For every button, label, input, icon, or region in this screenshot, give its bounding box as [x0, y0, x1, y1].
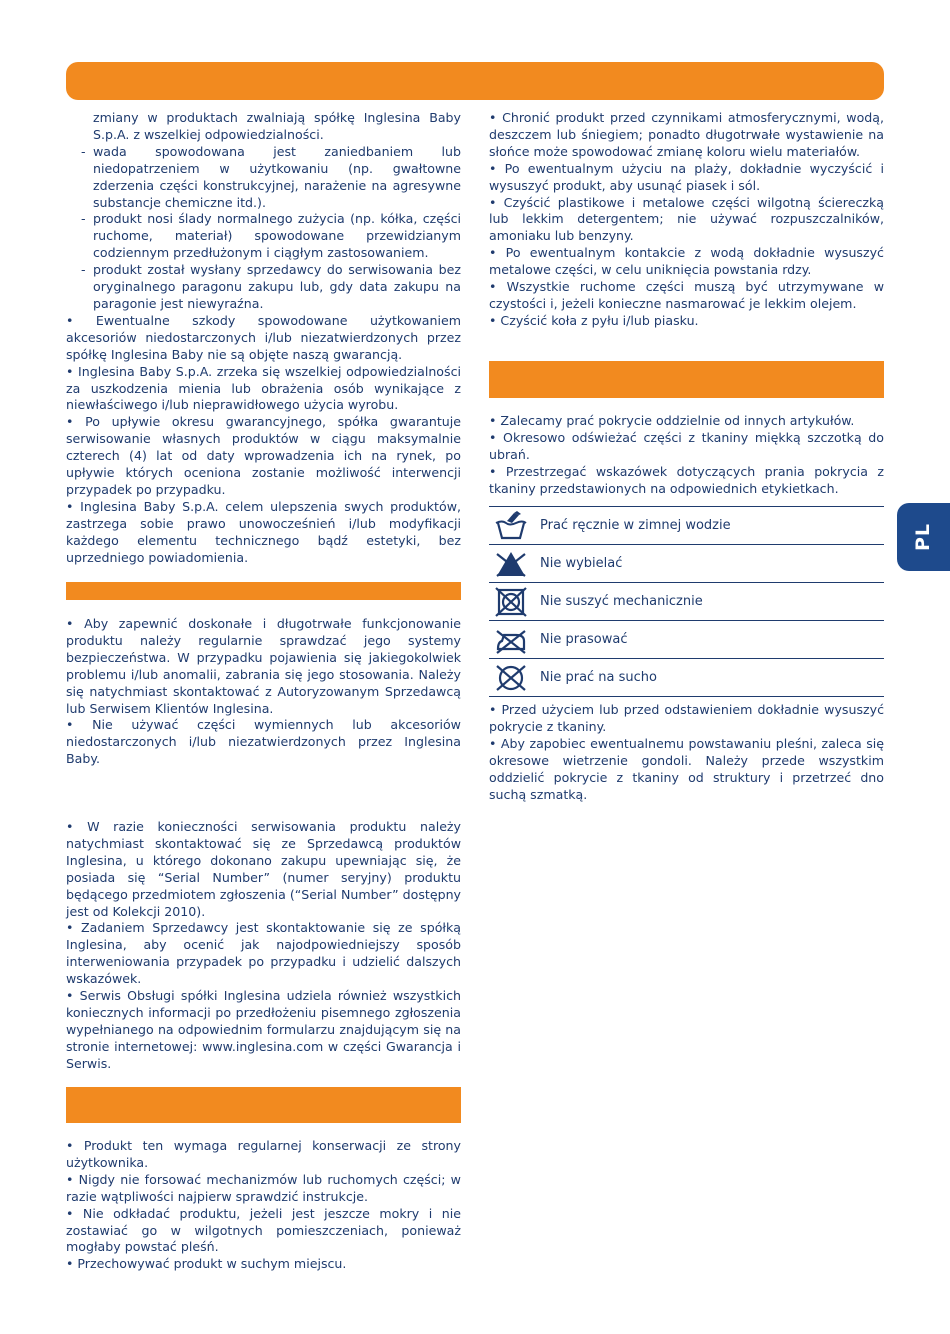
care-label: Nie wybielać — [540, 556, 623, 571]
list-item: • Wszystkie ruchome części muszą być utrzymywane w czystości i, jeżeli konieczne nasmarować je lekkim olejem. — [489, 279, 884, 311]
list-item: • Zalecamy prać pokrycie oddzielnie od innych artykułów. — [489, 413, 855, 428]
care-row — [489, 621, 884, 659]
care-symbols-table — [489, 506, 884, 697]
care-row — [489, 583, 884, 621]
list-item: • Okresowo odświeżać części z tkaniny miękką szczotką do ubrań. — [489, 429, 884, 462]
list-item: • Po ewentualnym kontakcie z wodą dokładnie wysuszyć metalowe części, w celu uniknięcia powstania rdzy. — [489, 245, 884, 278]
list-item: - produkt został wysłany sprzedawcy do serwisowania bez oryginalnego paragonu zakupu lub, gdy data zakupu na paragonie jest niewyraźna. — [81, 262, 461, 311]
list-item: • Aby zapewnić doskonałe i długotrwałe funkcjonowanie produktu należy regularnie sprawdzać jego systemy bezpieczeństwa. W przypadku pojawienia się jakiegokolwiek problemu i/lub anomalii, zabrania się jego stosowania. Należy się natychmiast skontaktować z Autoryzowanym Sprzedawcą lub Serwisem Klientów Inglesina. — [66, 616, 461, 716]
list-item: • Po ewentualnym użyciu na plaży, dokładnie wyczyścić i wysuszyć produkt, aby usunąć piasek i sól. — [489, 160, 884, 193]
list-item: • Czyścić plastikowe i metalowe części wilgotną ściereczką lub lekkim detergentem; nie używać rozpuszczalników, amoniaku lub benzyny. — [489, 194, 884, 244]
service-section — [66, 819, 461, 1073]
no-iron-icon — [489, 624, 533, 656]
safety-section — [66, 616, 461, 768]
list-item: • Po upływie okresu gwarancyjnego, spółka gwarantuje serwisowanie własnych produktów w ciągu maksymalnie czterech (4) lat od daty wprowadzenia ich na rynek, po upływie których oceniona zostanie możliwość interwencji przypadek po przypadku. — [66, 414, 461, 497]
care-row — [489, 545, 884, 583]
warranty-first-line: zmiany w produktach zwalniają spółkę Inglesina Baby S.p.A. z wszelkiej odpowiedzialności. — [93, 110, 461, 142]
list-item: - produkt nosi ślady normalnego zużycia (np. kółka, części ruchome, materiał) spowodowane przewidzianym codziennym przedłużonym i ciągłym zastosowaniem. — [81, 211, 461, 261]
no-bleach-icon — [489, 548, 533, 580]
no-dry-clean-icon — [489, 662, 533, 694]
language-label: PL — [912, 522, 935, 552]
washing-heading-band — [489, 361, 884, 398]
care-label: Prać ręcznie w zimnej wodzie — [540, 518, 731, 533]
care-label: Nie prać na sucho — [540, 670, 657, 685]
maintenance-section — [66, 1138, 461, 1273]
after-care-section — [489, 702, 884, 803]
safety-heading-band — [66, 582, 461, 600]
list-item: • Nigdy nie forsować mechanizmów lub ruchomych części; w razie wątpliwości najpierw sprawdzić instrukcje. — [66, 1171, 461, 1204]
list-item: • Przechowywać produkt w suchym miejscu. — [66, 1256, 347, 1272]
hand-wash-icon — [489, 510, 533, 542]
list-item: • Przestrzegać wskazówek dotyczących prania pokrycia z tkaniny przedstawionych na odpowiednich etykietkach. — [489, 463, 884, 496]
list-item: • Aby zapobiec ewentualnemu powstawaniu pleśni, zaleca się okresowe wietrzenie gondoli. Należy przede wszystkim oddzielić pokrycie z tkaniny od struktury i przetrzeć dno suchą szmatką. — [489, 735, 884, 802]
list-item: • Serwis Obsługi spółki Inglesina udziela również wszystkich koniecznych informacji po przedłożeniu pisemnego zgłoszenia wypełnianego na odpowiednim formularzu znajdującym się na stronie internetowej: www.inglesina.com w części Gwarancja i Serwis. — [66, 988, 461, 1071]
no-tumble-dry-icon — [489, 586, 533, 618]
warranty-continuation — [66, 110, 461, 566]
maintenance-heading-band — [66, 1087, 461, 1123]
care-row — [489, 506, 884, 545]
header-bar — [66, 62, 884, 100]
list-item: • Inglesina Baby S.p.A. zrzeka się wszelkiej odpowiedzialności za uszkodzenia mienia lub obrażenia osób wynikające z niewłaściwego i/lub nieprawidłowego użycia wyrobu. — [66, 363, 461, 413]
list-item: • Czyścić koła z pyłu i/lub piasku. — [489, 312, 699, 328]
care-label: Nie suszyć mechanicznie — [540, 594, 703, 609]
list-item: - wada spowodowana jest zaniedbaniem lub niedopatrzeniem w użytkowaniu (np. gwałtowne zderzenia części konstrukcyjnej, narażenie na agresywne substancje chemiczne itd.). — [81, 143, 461, 210]
washing-section — [489, 413, 884, 498]
list-item: • Nie odkładać produktu, jeżeli jest jeszcze mokry i nie zostawiać go w wilgotnych pomieszczeniach, ponieważ mogłaby powstać pleśń. — [66, 1205, 461, 1255]
list-item: • Przed użyciem lub przed odstawieniem dokładnie wysuszyć pokrycie z tkaniny. — [489, 702, 884, 734]
list-item: • Zadaniem Sprzedawcy jest skontaktowanie się ze spółką Inglesina, aby ocenić jak najodpowiedniejszy sposób interweniowania przypadek po przypadku i udzielić dalszych wskazówek. — [66, 920, 461, 987]
list-item: • W razie konieczności serwisowania produktu należy natychmiast skontaktować się ze Sprzedawcą produktów Inglesina, u którego dokonano zakupu upewniając się, że posiada się “Serial Number” (numer seryjny) produktu będącego przedmiotem zgłoszenia (“Serial Number” dostępny jest od Kolekcji 2010). — [66, 819, 461, 919]
care-label: Nie prasować — [540, 632, 628, 647]
language-tab — [897, 503, 950, 571]
list-item: • Nie używać części wymiennych lub akcesoriów niedostarczonych i/lub niezatwierdzonych przez Inglesina Baby. — [66, 717, 461, 767]
list-item: • Chronić produkt przed czynnikami atmosferycznymi, wodą, deszczem lub śniegiem; ponadto długotrwałe wystawienie na słońce może spowodować zmianę koloru wielu materiałów. — [489, 110, 884, 159]
care-row — [489, 659, 884, 697]
maintenance-continuation — [489, 110, 884, 330]
list-item: • Produkt ten wymaga regularnej konserwacji ze strony użytkownika. — [66, 1138, 461, 1170]
list-item: • Ewentualne szkody spowodowane użytkowaniem akcesoriów niedostarczonych i/lub niezatwierdzonych przez spółkę Inglesina Baby nie są objęte naszą gwarancją. — [66, 312, 461, 362]
list-item: • Inglesina Baby S.p.A. celem ulepszenia swych produktów, zastrzega sobie prawo unowocześnień i/lub modyfikacji każdego elementu technicznego bądź estetyki, bez uprzedniego powiadomienia. — [66, 498, 461, 565]
